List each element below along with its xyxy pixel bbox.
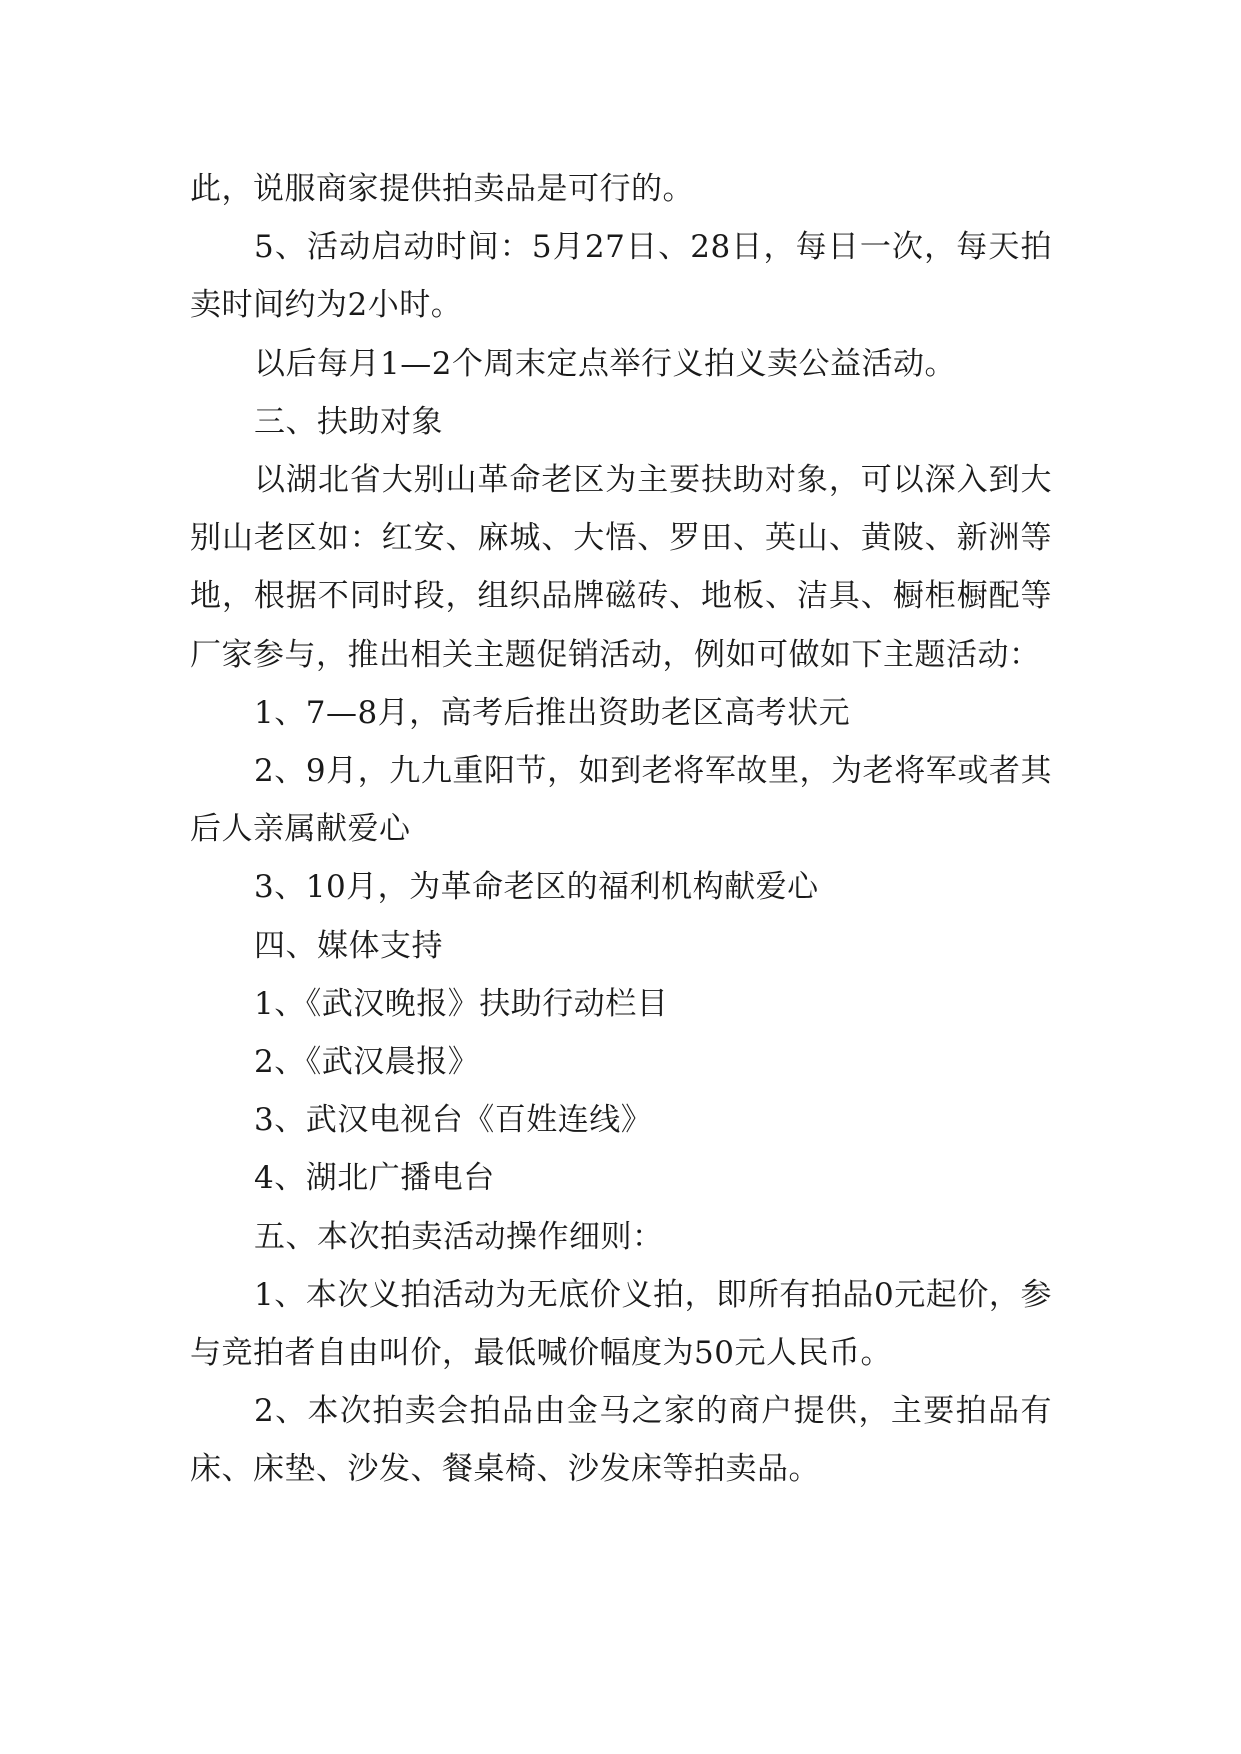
section-heading: 五、本次拍卖活动操作细则：	[254, 1218, 664, 1255]
list-item: 4、湖北广播电台	[254, 1160, 495, 1197]
list-item: 3、10月，为革命老区的福利机构献爱心	[254, 869, 819, 906]
list-item: 2、《武汉晨报》	[254, 1044, 480, 1081]
paragraph: 5、活动启动时间：5月27日、28日，每日一次，每天拍卖时间约为2小时。	[190, 229, 1052, 324]
paragraph: 以湖北省大别山革命老区为主要扶助对象，可以深入到大别山老区如：红安、麻城、大悟、罗田、英山、黄陂、新洲等地，根据不同时段，组织品牌磁砖、地板、洁具、橱柜橱配等厂家参与，推出相关主题促销活动，例如可做如下主题活动：	[190, 462, 1052, 673]
paragraph: 此，说服商家提供拍卖品是可行的。	[190, 171, 694, 207]
list-item: 1、7—8月，高考后推出资助老区高考状元	[254, 694, 851, 731]
document-body	[190, 160, 1052, 1499]
list-item: 1、《武汉晚报》扶助行动栏目	[254, 985, 669, 1022]
list-item: 3、武汉电视台《百姓连线》	[254, 1102, 653, 1139]
section-heading: 四、媒体支持	[254, 927, 443, 964]
paragraph: 以后每月1—2个周末定点举行义拍义卖公益活动。	[254, 345, 956, 382]
list-item: 2、9月，九九重阳节，如到老将军故里，为老将军或者其后人亲属献爱心	[190, 753, 1052, 848]
section-heading: 三、扶助对象	[254, 403, 443, 440]
list-item: 1、本次义拍活动为无底价义拍，即所有拍品0元起价，参与竞拍者自由叫价，最低喊价幅度为50元人民币。	[190, 1276, 1052, 1372]
list-item: 2、本次拍卖会拍品由金马之家的商户提供，主要拍品有床、床垫、沙发、餐桌椅、沙发床等拍卖品。	[190, 1393, 1052, 1488]
